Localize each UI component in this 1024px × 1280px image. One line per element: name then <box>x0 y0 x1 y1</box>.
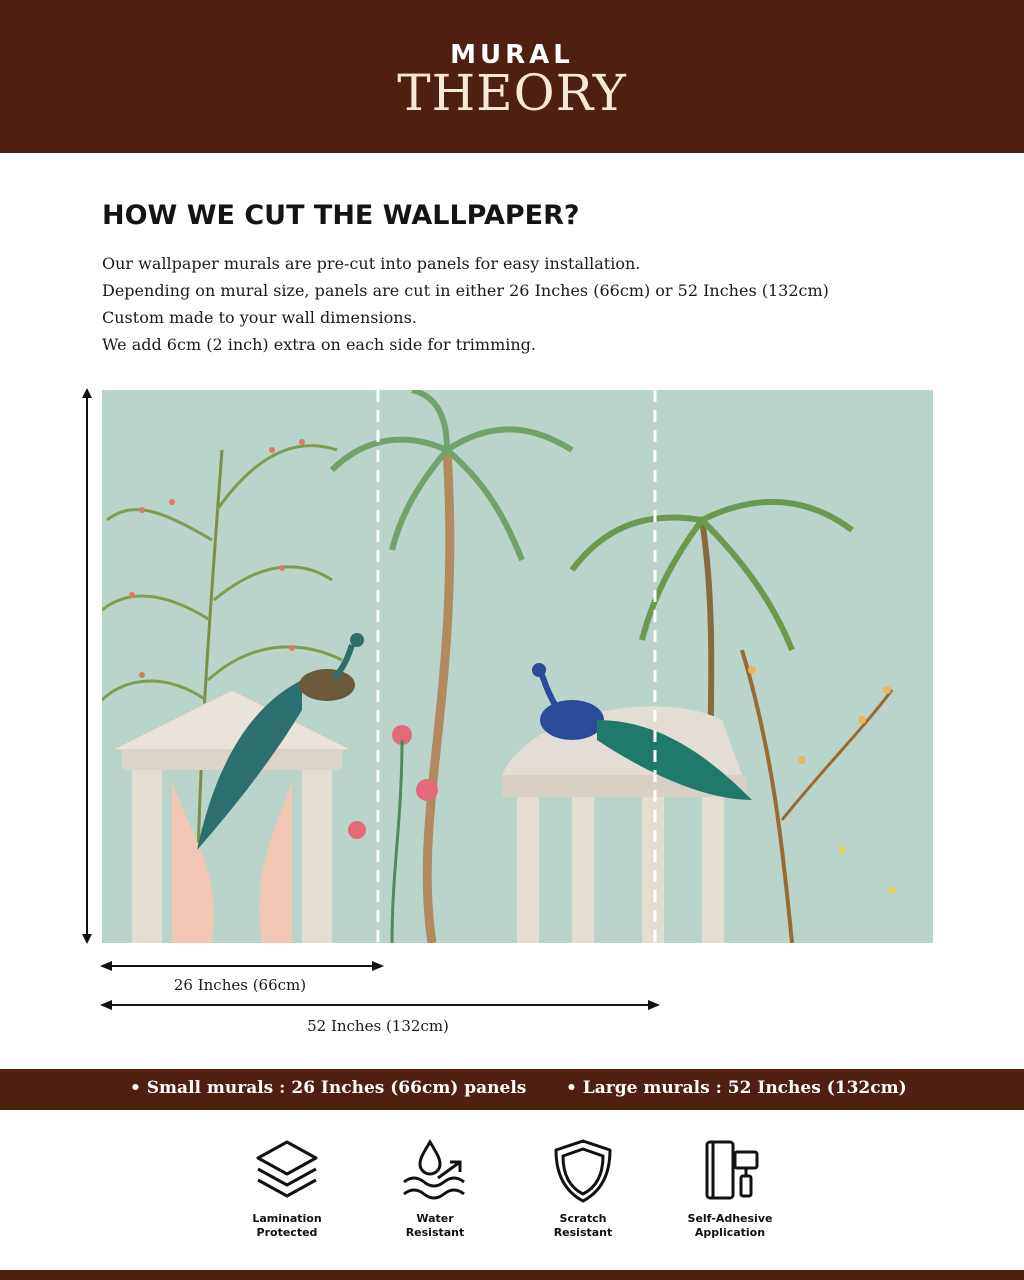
feature-lamination <box>212 1138 362 1240</box>
footer-bar <box>0 1270 1024 1280</box>
layers-icon <box>252 1138 322 1204</box>
large-murals-note: • Large murals : 52 Inches (132cm) <box>566 1078 907 1098</box>
feature-label: Scratch Resistant <box>553 1212 613 1239</box>
shield-icon <box>548 1138 618 1204</box>
feature-label: Water Resistant <box>405 1212 465 1239</box>
small-murals-note: • Small murals : 26 Inches (66cm) panels <box>130 1078 527 1098</box>
brand-logo-theory: THEORY <box>397 64 627 122</box>
page-heading: HOW WE CUT THE WALLPAPER? <box>102 200 580 231</box>
panel-width-label-26: 26 Inches (66cm) <box>173 976 307 994</box>
description-line: We add 6cm (2 inch) extra on each side for trimming. <box>102 335 537 354</box>
height-arrow <box>78 388 96 948</box>
description-line: Our wallpaper murals are pre-cut into panels for easy installation. <box>102 254 641 273</box>
wallpaper-roll-icon <box>695 1138 765 1204</box>
feature-water <box>360 1138 510 1240</box>
panel-width-arrow-26 <box>100 958 384 974</box>
mural-illustration <box>102 390 933 943</box>
description-line: Custom made to your wall dimensions. <box>102 308 417 327</box>
description-line: Depending on mural size, panels are cut in either 26 Inches (66cm) or 52 Inches (132cm) <box>102 281 829 300</box>
panel-width-label-52: 52 Inches (132cm) <box>307 1017 449 1035</box>
feature-adhesive <box>655 1138 805 1240</box>
brand-header <box>0 0 1024 153</box>
feature-label: Lamination Protected <box>252 1212 322 1239</box>
brand-logo-mural: MURAL <box>450 40 574 70</box>
feature-scratch <box>508 1138 658 1240</box>
water-drop-icon <box>400 1138 470 1204</box>
mural-size-band <box>0 1069 1024 1110</box>
feature-label: Self-Adhesive Application <box>687 1212 773 1239</box>
panel-width-arrow-52 <box>100 997 660 1013</box>
